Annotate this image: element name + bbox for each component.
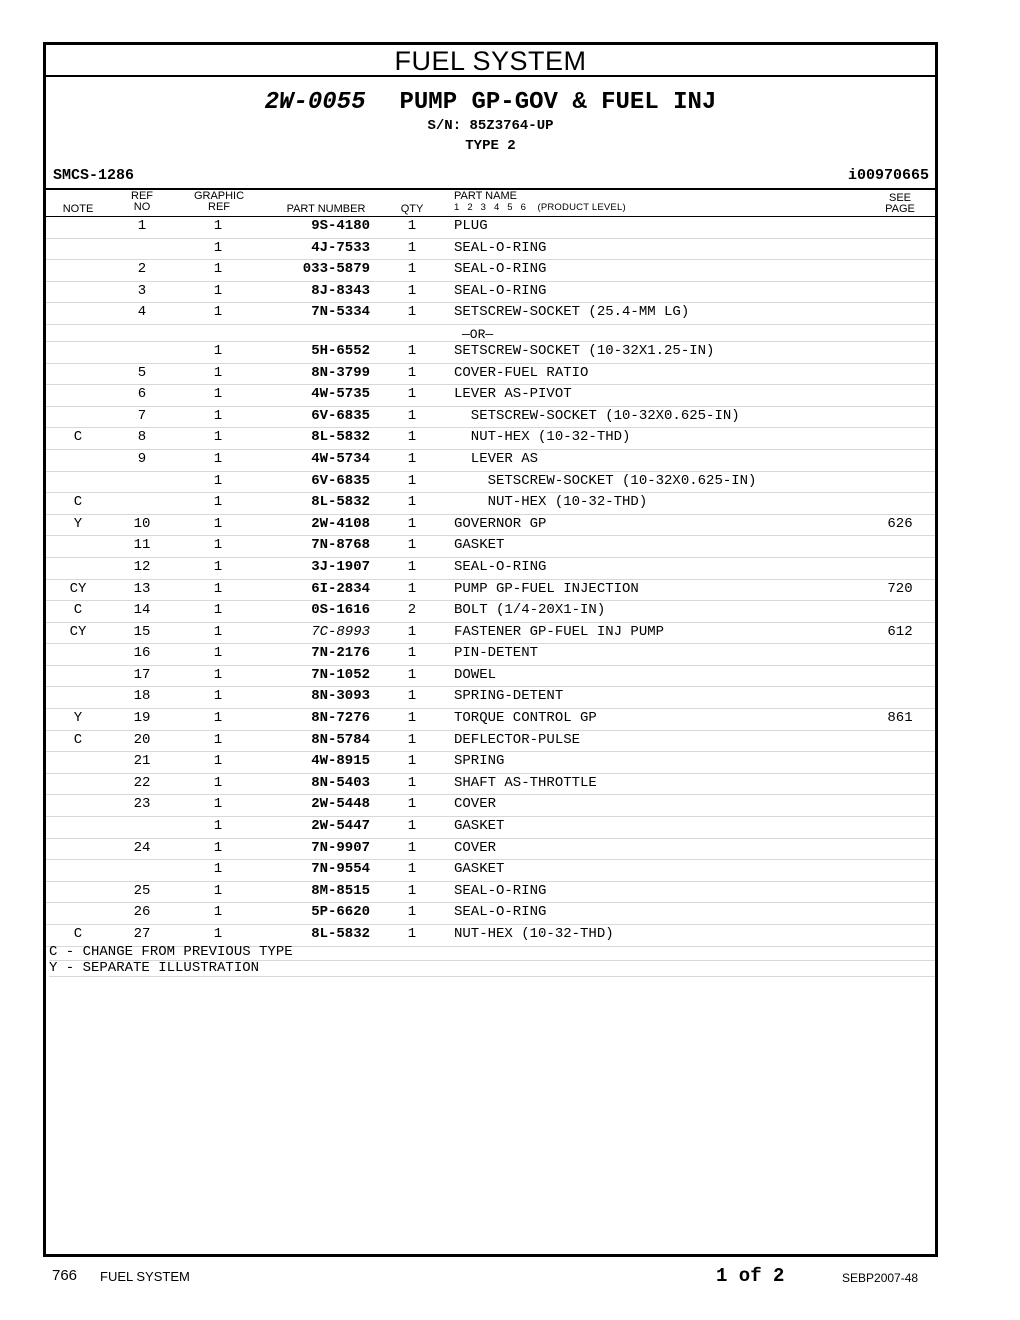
graphic-ref-cell: 1: [213, 645, 223, 662]
graphic-ref-cell: 1: [213, 882, 223, 899]
graphic-ref-cell: 1: [213, 558, 223, 575]
qty-cell: 1: [407, 282, 417, 299]
graphic-ref-cell: 1: [213, 364, 223, 381]
graphic-ref-cell: 1: [213, 796, 223, 813]
part-number-cell: 4W-5735: [311, 386, 370, 403]
column-ref-line1: REF: [131, 190, 153, 202]
part-name-cell: SEAL-O-RING: [454, 558, 547, 575]
table-row: [46, 795, 935, 817]
graphic-ref-cell: 1: [213, 774, 223, 791]
column-see-line1: SEE: [888, 192, 911, 204]
part-name-cell: SEAL-O-RING: [454, 282, 547, 299]
note-cell: Y: [73, 515, 83, 532]
qty-cell: 1: [407, 666, 417, 683]
part-name-cell: COVER: [454, 796, 497, 813]
table-row: [46, 731, 935, 753]
graphic-ref-cell: 1: [213, 304, 223, 321]
table-row: [46, 239, 935, 261]
ref-no-cell: 7: [137, 407, 147, 424]
qty-cell: 1: [407, 731, 417, 748]
part-number-cell: 2W-5448: [311, 796, 370, 813]
graphic-ref-cell: 1: [213, 861, 223, 878]
part-name-cell: NUT-HEX (10-32-THD): [454, 926, 614, 942]
part-number-cell: 2W-5447: [311, 818, 370, 835]
table-row: [46, 860, 935, 882]
qty-cell: 2: [407, 602, 417, 619]
section-title: FUEL SYSTEM: [46, 45, 935, 77]
part-name-cell: GASKET: [454, 818, 505, 835]
graphic-ref-cell: 1: [213, 218, 223, 234]
see-page-cell: 861: [887, 710, 913, 727]
part-name-cell: SEAL-O-RING: [454, 239, 547, 256]
part-number-cell: 6V-6835: [311, 407, 370, 424]
table-row: [46, 623, 935, 645]
ref-no-cell: 1: [137, 218, 147, 234]
part-number-cell: 7C-8993: [311, 623, 370, 640]
graphic-ref-cell: 1: [213, 688, 223, 705]
part-name-cell: DEFLECTOR-PULSE: [454, 731, 581, 748]
qty-cell: 1: [407, 882, 417, 899]
graphic-ref-cell: 1: [213, 710, 223, 727]
ref-no-cell: 4: [137, 304, 147, 321]
part-number-cell: 8L-5832: [311, 494, 370, 511]
qty-cell: 1: [407, 515, 417, 532]
part-number-cell: 8L-5832: [311, 926, 370, 942]
ref-no-cell: 3: [137, 282, 147, 299]
group-number: 2W-0055: [264, 89, 366, 116]
ref-no-cell: 18: [133, 688, 151, 705]
part-name-cell: SEAL-O-RING: [454, 882, 547, 899]
table-row: [46, 217, 935, 239]
part-name-cell: PIN-DETENT: [454, 645, 539, 662]
qty-cell: 1: [407, 710, 417, 727]
qty-cell: 1: [407, 558, 417, 575]
ref-no-cell: 8: [137, 429, 147, 446]
table-row: [46, 407, 935, 429]
ref-no-cell: 13: [133, 580, 151, 597]
column-note: NOTE: [62, 203, 94, 215]
part-name-cell: LEVER AS-PIVOT: [454, 386, 572, 403]
table-row: [46, 882, 935, 904]
part-number-cell: 6V-6835: [311, 472, 370, 489]
graphic-ref-cell: 1: [213, 429, 223, 446]
graphic-ref-cell: 1: [213, 494, 223, 511]
part-name-cell: SETSCREW-SOCKET (10-32X0.625-IN): [454, 472, 757, 489]
part-name-cell: COVER-FUEL RATIO: [454, 364, 589, 381]
qty-cell: 1: [407, 645, 417, 662]
table-row: [46, 752, 935, 774]
qty-cell: 1: [407, 261, 417, 278]
table-row: [46, 536, 935, 558]
ref-no-cell: 25: [133, 882, 151, 899]
part-number-cell: 8J-8343: [311, 282, 370, 299]
qty-cell: 1: [407, 796, 417, 813]
qty-cell: 1: [407, 580, 417, 597]
part-name-cell: PUMP GP-FUEL INJECTION: [454, 580, 639, 597]
part-name-cell: SETSCREW-SOCKET (25.4-MM LG): [454, 304, 690, 321]
note-cell: C: [73, 926, 83, 942]
part-name-cell: SPRING-DETENT: [454, 688, 564, 705]
qty-cell: 1: [407, 688, 417, 705]
footer-page-of: 1 of 2: [716, 1265, 785, 1287]
level-numbers: 1 2 3 4 5 6: [454, 202, 527, 213]
part-number-cell: 7N-8768: [311, 537, 370, 554]
part-name-cell: GASKET: [454, 861, 505, 878]
part-name-cell: TORQUE CONTROL GP: [454, 710, 597, 727]
group-name: PUMP GP-GOV & FUEL INJ: [399, 89, 717, 116]
table-row: [46, 515, 935, 537]
column-qty: QTY: [400, 203, 424, 215]
qty-cell: 1: [407, 774, 417, 791]
part-number-cell: 6I-2834: [311, 580, 370, 597]
table-row: [46, 385, 935, 407]
footer-publication: SEBP2007-48: [842, 1271, 919, 1285]
table-row: [46, 260, 935, 282]
footer-section: FUEL SYSTEM: [100, 1269, 190, 1284]
part-number-cell: 033-5879: [302, 261, 370, 278]
column-gref-line1: GRAPHIC: [193, 190, 245, 202]
graphic-ref-cell: 1: [213, 926, 223, 942]
table-row: [46, 666, 935, 688]
column-part-name-label: PART NAME: [454, 190, 517, 202]
part-number-cell: 8L-5832: [311, 429, 370, 446]
note-cell: Y: [73, 710, 83, 727]
ref-no-cell: 26: [133, 904, 151, 921]
table-row: [46, 303, 935, 325]
part-number-cell: 7N-5334: [311, 304, 370, 321]
qty-cell: 1: [407, 342, 417, 359]
qty-cell: 1: [407, 753, 417, 770]
note-cell: C: [73, 602, 83, 619]
part-number-cell: 3J-1907: [311, 558, 370, 575]
part-name-cell: SETSCREW-SOCKET (10-32X0.625-IN): [454, 407, 740, 424]
column-see-page: [872, 193, 928, 215]
table-row: [46, 450, 935, 472]
qty-cell: 1: [407, 472, 417, 489]
graphic-ref-cell: 1: [213, 472, 223, 489]
parts-table: [46, 217, 935, 947]
column-graphic-ref: [186, 191, 252, 213]
part-number-cell: 8N-5403: [311, 774, 370, 791]
graphic-ref-cell: 1: [213, 666, 223, 683]
table-row: [46, 817, 935, 839]
qty-cell: 1: [407, 904, 417, 921]
part-name-cell: SPRING: [454, 753, 505, 770]
graphic-ref-cell: 1: [213, 407, 223, 424]
qty-cell: 1: [407, 407, 417, 424]
part-number-cell: 8N-5784: [311, 731, 370, 748]
part-number-cell: 8N-3799: [311, 364, 370, 381]
qty-cell: 1: [407, 861, 417, 878]
table-row: [46, 644, 935, 666]
graphic-ref-cell: 1: [213, 753, 223, 770]
part-number-cell: 7N-2176: [311, 645, 370, 662]
part-number-cell: 8N-7276: [311, 710, 370, 727]
column-ref-no: [122, 191, 162, 213]
part-name-cell: GASKET: [454, 537, 505, 554]
part-number-cell: 8N-3093: [311, 688, 370, 705]
part-number-cell: 7N-9907: [311, 839, 370, 856]
part-name-cell: BOLT (1/4-20X1-IN): [454, 602, 606, 619]
ref-no-cell: 17: [133, 666, 151, 683]
ref-no-cell: 19: [133, 710, 151, 727]
ref-no-cell: 5: [137, 364, 147, 381]
note-cell: CY: [69, 580, 87, 597]
table-row: [46, 687, 935, 709]
part-name-cell: DOWEL: [454, 666, 497, 683]
serial-number: S/N: 85Z3764-UP: [427, 118, 554, 134]
graphic-ref-cell: 1: [213, 342, 223, 359]
part-name-cell: NUT-HEX (10-32-THD): [454, 494, 648, 511]
part-number-cell: 5P-6620: [311, 904, 370, 921]
graphic-ref-cell: 1: [213, 580, 223, 597]
legend: [49, 945, 935, 977]
qty-cell: 1: [407, 450, 417, 467]
footer-page-number: 766: [52, 1267, 78, 1284]
ref-no-cell: 23: [133, 796, 151, 813]
graphic-ref-cell: 1: [213, 537, 223, 554]
graphic-ref-cell: 1: [213, 515, 223, 532]
see-page-cell: 612: [887, 623, 913, 640]
table-row: [46, 601, 935, 623]
graphic-ref-cell: 1: [213, 386, 223, 403]
part-number-cell: 5H-6552: [311, 342, 370, 359]
part-name-cell: SETSCREW-SOCKET (10-32X1.25-IN): [454, 342, 715, 359]
part-name-cell: GOVERNOR GP: [454, 515, 547, 532]
graphic-ref-cell: 1: [213, 450, 223, 467]
part-number-cell: 8M-8515: [311, 882, 370, 899]
part-number-cell: 4W-8915: [311, 753, 370, 770]
graphic-ref-cell: 1: [213, 282, 223, 299]
part-name-cell: LEVER AS: [454, 450, 539, 467]
qty-cell: 1: [407, 218, 417, 234]
illustration-id: i00970665: [847, 167, 929, 184]
table-row: [46, 493, 935, 515]
ref-no-cell: 2: [137, 261, 147, 278]
qty-cell: 1: [407, 537, 417, 554]
part-name-cell: SHAFT AS-THROTTLE: [454, 774, 597, 791]
or-separator: —OR—: [462, 326, 494, 342]
graphic-ref-cell: 1: [213, 623, 223, 640]
group-title: [46, 89, 935, 116]
graphic-ref-cell: 1: [213, 731, 223, 748]
qty-cell: 1: [407, 623, 417, 640]
type-label: TYPE 2: [465, 138, 516, 154]
note-cell: C: [73, 494, 83, 511]
ref-no-cell: 14: [133, 602, 151, 619]
part-number-cell: 7N-1052: [311, 666, 370, 683]
note-cell: C: [73, 731, 83, 748]
graphic-ref-cell: 1: [213, 904, 223, 921]
ref-no-cell: 10: [133, 515, 151, 532]
qty-cell: 1: [407, 839, 417, 856]
product-level-label: (PRODUCT LEVEL): [537, 202, 626, 213]
ref-no-cell: 16: [133, 645, 151, 662]
qty-cell: 1: [407, 926, 417, 942]
column-levels: [454, 202, 626, 213]
page-frame: [43, 42, 938, 1257]
table-row: [46, 342, 935, 364]
graphic-ref-cell: 1: [213, 818, 223, 835]
ref-no-cell: 22: [133, 774, 151, 791]
qty-cell: 1: [407, 304, 417, 321]
part-name-cell: SEAL-O-RING: [454, 261, 547, 278]
table-row: [46, 903, 935, 925]
ref-no-cell: 27: [133, 926, 151, 942]
ref-no-cell: 20: [133, 731, 151, 748]
qty-cell: 1: [407, 364, 417, 381]
graphic-ref-cell: 1: [213, 602, 223, 619]
part-number-cell: 2W-4108: [311, 515, 370, 532]
column-ref-line2: NO: [133, 201, 151, 213]
note-cell: CY: [69, 623, 87, 640]
part-name-cell: FASTENER GP-FUEL INJ PUMP: [454, 623, 665, 640]
table-row: [46, 472, 935, 494]
part-name-cell: SEAL-O-RING: [454, 904, 547, 921]
ref-no-cell: 24: [133, 839, 151, 856]
table-row: [46, 364, 935, 386]
part-number-cell: 9S-4180: [311, 218, 370, 234]
table-row: [46, 428, 935, 450]
column-see-line2: PAGE: [885, 203, 915, 215]
part-number-cell: 7N-9554: [311, 861, 370, 878]
graphic-ref-cell: 1: [213, 261, 223, 278]
ref-no-cell: 6: [137, 386, 147, 403]
column-gref-line2: REF: [208, 201, 230, 213]
part-name-cell: COVER: [454, 839, 497, 856]
table-row: [46, 558, 935, 580]
table-row: [46, 580, 935, 602]
part-number-cell: 0S-1616: [311, 602, 370, 619]
ref-no-cell: 12: [133, 558, 151, 575]
table-row: [46, 774, 935, 796]
part-number-cell: 4W-5734: [311, 450, 370, 467]
qty-cell: 1: [407, 386, 417, 403]
ref-no-cell: 11: [133, 537, 151, 554]
part-name-cell: PLUG: [454, 218, 488, 234]
see-page-cell: 626: [887, 515, 913, 532]
table-row: [46, 282, 935, 304]
legend-item: C - CHANGE FROM PREVIOUS TYPE: [49, 945, 935, 961]
column-part-name: [454, 191, 626, 213]
table-row: [46, 709, 935, 731]
table-row: [46, 839, 935, 861]
legend-item: Y - SEPARATE ILLUSTRATION: [49, 961, 935, 977]
see-page-cell: 720: [887, 580, 913, 597]
qty-cell: 1: [407, 494, 417, 511]
qty-cell: 1: [407, 239, 417, 256]
ref-no-cell: 9: [137, 450, 147, 467]
or-separator-row: [46, 325, 935, 342]
smcs-code: SMCS-1286: [53, 167, 135, 184]
graphic-ref-cell: 1: [213, 239, 223, 256]
qty-cell: 1: [407, 429, 417, 446]
ref-no-cell: 15: [133, 623, 151, 640]
note-cell: C: [73, 429, 83, 446]
qty-cell: 1: [407, 818, 417, 835]
column-part-number: PART NUMBER: [286, 203, 366, 215]
part-name-cell: NUT-HEX (10-32-THD): [454, 429, 631, 446]
part-number-cell: 4J-7533: [311, 239, 370, 256]
graphic-ref-cell: 1: [213, 839, 223, 856]
ref-no-cell: 21: [133, 753, 151, 770]
